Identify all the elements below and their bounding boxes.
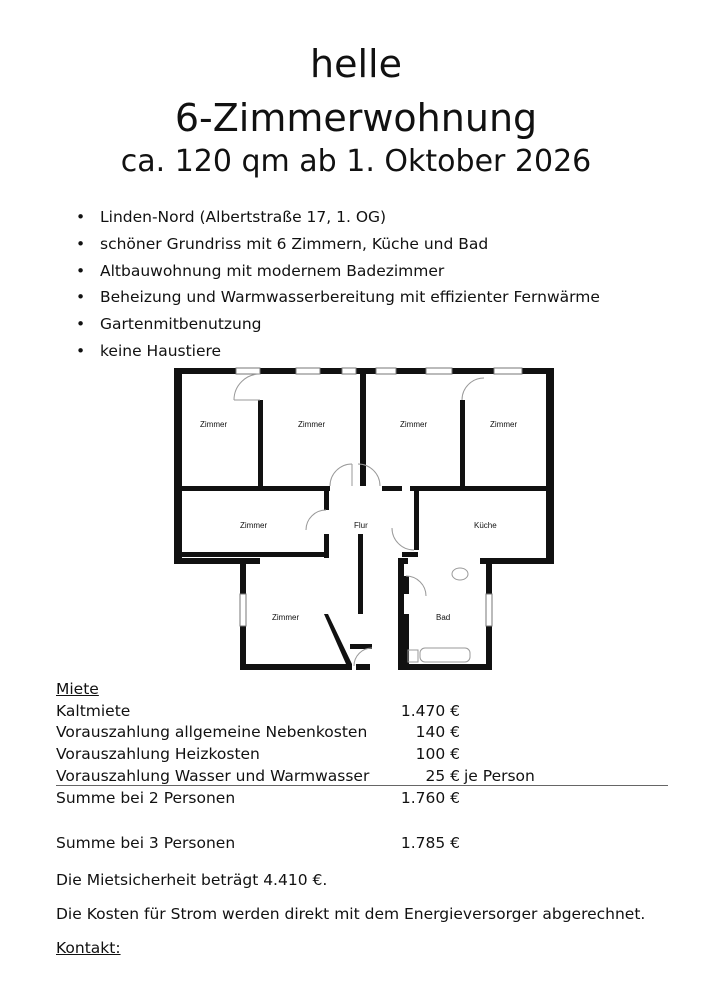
contact-label: Kontakt: xyxy=(56,939,121,957)
electricity-text: Die Kosten für Strom werden direkt mit dem Energieversorger abgerechnet. xyxy=(56,905,646,923)
bullet-icon: • xyxy=(76,315,86,334)
rent-row-note: je Person xyxy=(464,767,535,785)
sum-2-label: Summe bei 2 Personen xyxy=(56,789,236,807)
room-label: Bad xyxy=(436,613,451,622)
title-line-2: 6-Zimmerwohnung xyxy=(174,96,538,140)
sum-3-label: Summe bei 3 Personen xyxy=(56,834,236,852)
rent-heading: Miete xyxy=(56,680,99,698)
sum-divider xyxy=(56,785,668,786)
bullet-icon: • xyxy=(76,234,86,253)
bullet-icon: • xyxy=(76,208,86,226)
room-label: Zimmer xyxy=(298,420,326,429)
room-label: Zimmer xyxy=(490,420,518,429)
title-line-3: ca. 120 qm ab 1. Oktober 2026 xyxy=(120,144,592,179)
feature-item: • schöner Grundriss mit 6 Zimmern, Küche und Bad xyxy=(76,234,489,253)
rent-row-amount: 1.470 € xyxy=(400,702,460,720)
feature-item: • keine Haustiere xyxy=(76,341,222,360)
feature-item: • Altbauwohnung mit modernem Badezimmer xyxy=(76,261,445,280)
rent-row-label: Vorauszahlung Heizkosten xyxy=(56,745,260,763)
feature-item: • Beheizung und Warmwasserbereitung mit effizienter Fernwärme xyxy=(76,288,600,307)
sum-3-amount: 1.785 € xyxy=(400,834,460,852)
room-label: Zimmer xyxy=(240,521,268,530)
bullet-icon: • xyxy=(76,261,86,280)
rent-row-label: Kaltmiete xyxy=(56,702,131,720)
room-label: Zimmer xyxy=(400,420,428,429)
sum-2-amount: 1.760 € xyxy=(400,789,460,807)
room-labels xyxy=(170,364,560,680)
feature-item: • Gartenmitbenutzung xyxy=(76,315,262,334)
room-label: Flur xyxy=(354,521,368,530)
deposit-text: Die Mietsicherheit beträgt 4.410 €. xyxy=(56,871,328,889)
room-label: Küche xyxy=(474,521,497,530)
rent-row-amount: 25 € xyxy=(425,767,460,785)
rent-row-label: Vorauszahlung allgemeine Nebenkosten xyxy=(56,723,368,741)
rent-row-amount: 100 € xyxy=(415,745,460,763)
room-label: Zimmer xyxy=(272,613,300,622)
rent-row-amount: 140 € xyxy=(415,723,460,741)
room-label: Zimmer xyxy=(200,420,228,429)
bullet-icon: • xyxy=(76,341,86,360)
bullet-icon: • xyxy=(76,288,86,307)
title-line-1: helle xyxy=(310,42,402,86)
feature-item: • Linden-Nord (Albertstraße 17, 1. OG) xyxy=(76,208,387,226)
feature-list xyxy=(76,206,600,367)
rent-row-label: Vorauszahlung Wasser und Warmwasser xyxy=(56,767,370,785)
